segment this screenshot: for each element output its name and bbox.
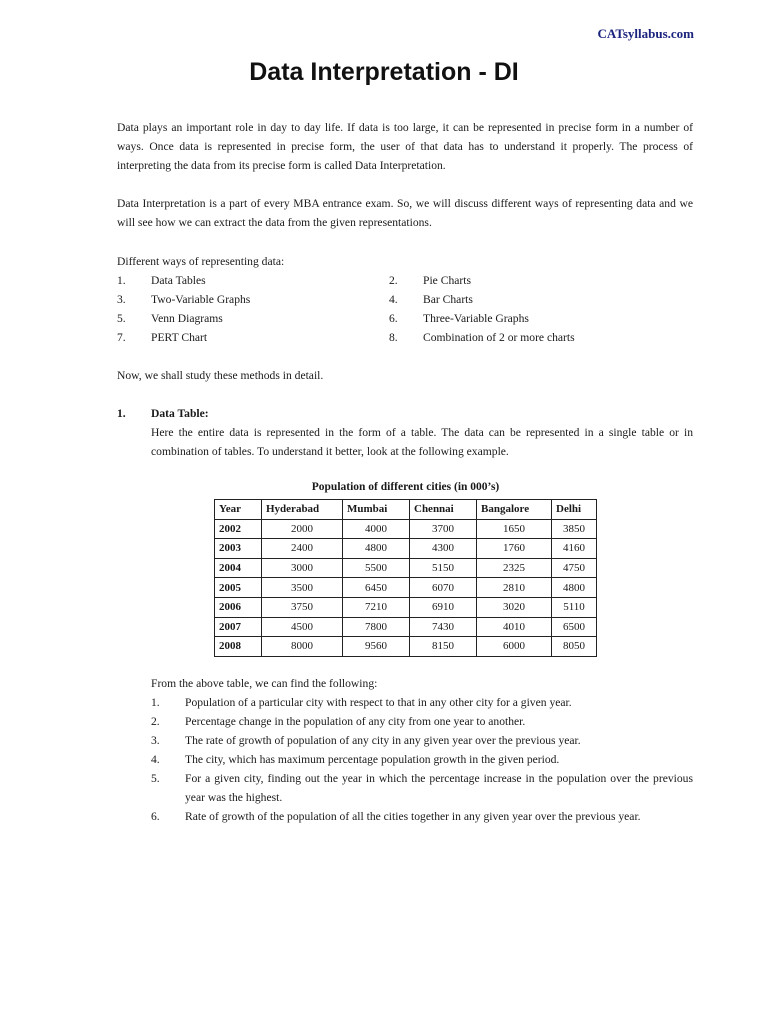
site-link[interactable]: CATsyllabus.com <box>597 26 694 41</box>
table-cell: 8150 <box>410 637 477 657</box>
table-row <box>215 558 597 578</box>
header-cell: Hyderabad <box>262 500 343 520</box>
table-cell: 7210 <box>343 597 410 617</box>
list-item: 7. PERT Chart <box>117 331 208 344</box>
list-item: 3. The rate of growth of population of any city in any given year over the previous year. <box>151 734 581 747</box>
header-cell: Mumbai <box>343 500 410 520</box>
now-paragraph: Now, we shall study these methods in detail. <box>117 369 324 382</box>
table-cell: 5110 <box>552 597 597 617</box>
findings-intro: From the above table, we can find the following: <box>151 677 378 690</box>
list-item: 1. Population of a particular city with respect to that in any other city for a given year. <box>151 696 572 709</box>
table-cell: 3850 <box>552 519 597 539</box>
table-cell: 6070 <box>410 578 477 598</box>
list-item: 5. For a given city, finding out the year in which the percentage increase in the population over the previous year was the highest. <box>151 772 693 804</box>
list-item: 2. Pie Charts <box>389 274 471 287</box>
table-cell: 4000 <box>343 519 410 539</box>
list-item: 6. Rate of growth of the population of all the cities together in any given year over the previous year. <box>151 810 641 823</box>
table-cell: 4750 <box>552 558 597 578</box>
header-cell: Delhi <box>552 500 597 520</box>
exam-paragraph: Data Interpretation is a part of every MBA entrance exam. So, we will discuss different ways of representing data and we will see how we can extract the data from the given representations. <box>117 197 693 229</box>
year-cell: 2008 <box>215 637 262 657</box>
table-row <box>215 617 597 637</box>
list-item: 2. Percentage change in the population of any city from one year to another. <box>151 715 526 728</box>
table-cell: 1760 <box>477 539 552 559</box>
ways-intro: Different ways of representing data: <box>117 255 285 268</box>
table-cell: 6450 <box>343 578 410 598</box>
table-cell: 2810 <box>477 578 552 598</box>
table-cell: 9560 <box>343 637 410 657</box>
table-cell: 3750 <box>262 597 343 617</box>
table-cell: 6910 <box>410 597 477 617</box>
page-title: Data Interpretation - DI <box>249 58 519 86</box>
year-cell: 2005 <box>215 578 262 598</box>
table-cell: 3020 <box>477 597 552 617</box>
table-cell: 6500 <box>552 617 597 637</box>
table-cell: 7430 <box>410 617 477 637</box>
table-cell: 7800 <box>343 617 410 637</box>
ways-list <box>117 271 693 347</box>
list-item: 3. Two-Variable Graphs <box>117 293 251 306</box>
table-cell: 4500 <box>262 617 343 637</box>
table-cell: 4800 <box>552 578 597 598</box>
table-row <box>215 637 597 657</box>
year-cell: 2006 <box>215 597 262 617</box>
table-cell: 4300 <box>410 539 477 559</box>
findings-list <box>151 693 693 826</box>
table-cell: 4010 <box>477 617 552 637</box>
table-row <box>215 519 597 539</box>
section-heading: 1. Data Table: <box>117 407 209 420</box>
table-row <box>215 539 597 559</box>
population-table <box>214 499 597 657</box>
list-item: 1. Data Tables <box>117 274 206 287</box>
list-item: 6. Three-Variable Graphs <box>389 312 529 325</box>
table-cell: 6000 <box>477 637 552 657</box>
year-cell: 2007 <box>215 617 262 637</box>
table-row <box>215 597 597 617</box>
table-cell: 3000 <box>262 558 343 578</box>
table-row <box>215 578 597 598</box>
table-cell: 3700 <box>410 519 477 539</box>
list-item: 4. The city, which has maximum percentage population growth in the given period. <box>151 753 560 766</box>
year-cell: 2004 <box>215 558 262 578</box>
table-cell: 1650 <box>477 519 552 539</box>
table-cell: 2000 <box>262 519 343 539</box>
table-caption: Population of different cities (in 000’s) <box>311 481 500 493</box>
year-cell: 2002 <box>215 519 262 539</box>
table-cell: 5500 <box>343 558 410 578</box>
header-cell: Chennai <box>410 500 477 520</box>
header-cell: Year <box>215 500 262 520</box>
table-cell: 8000 <box>262 637 343 657</box>
table-cell: 4800 <box>343 539 410 559</box>
table-cell: 2325 <box>477 558 552 578</box>
table-cell: 8050 <box>552 637 597 657</box>
list-item: 5. Venn Diagrams <box>117 312 223 325</box>
table-cell: 5150 <box>410 558 477 578</box>
year-cell: 2003 <box>215 539 262 559</box>
intro-paragraph: Data plays an important role in day to day life. If data is too large, it can be represented in precise form in a number of ways. Once data is represented in precise form, the user of that data has to understand it properly. The process of interpreting the data from its precise form is called Data Interpretation. <box>117 121 693 172</box>
table-cell: 4160 <box>552 539 597 559</box>
list-item: 8. Combination of 2 or more charts <box>389 331 575 344</box>
table-header-row <box>215 500 597 520</box>
header-cell: Bangalore <box>477 500 552 520</box>
list-item: 4. Bar Charts <box>389 293 473 306</box>
table-cell: 2400 <box>262 539 343 559</box>
table-cell: 3500 <box>262 578 343 598</box>
section-description: Here the entire data is represented in the form of a table. The data can be represented in a single table or in combination of tables. To understand it better, look at the following example. <box>151 426 693 458</box>
